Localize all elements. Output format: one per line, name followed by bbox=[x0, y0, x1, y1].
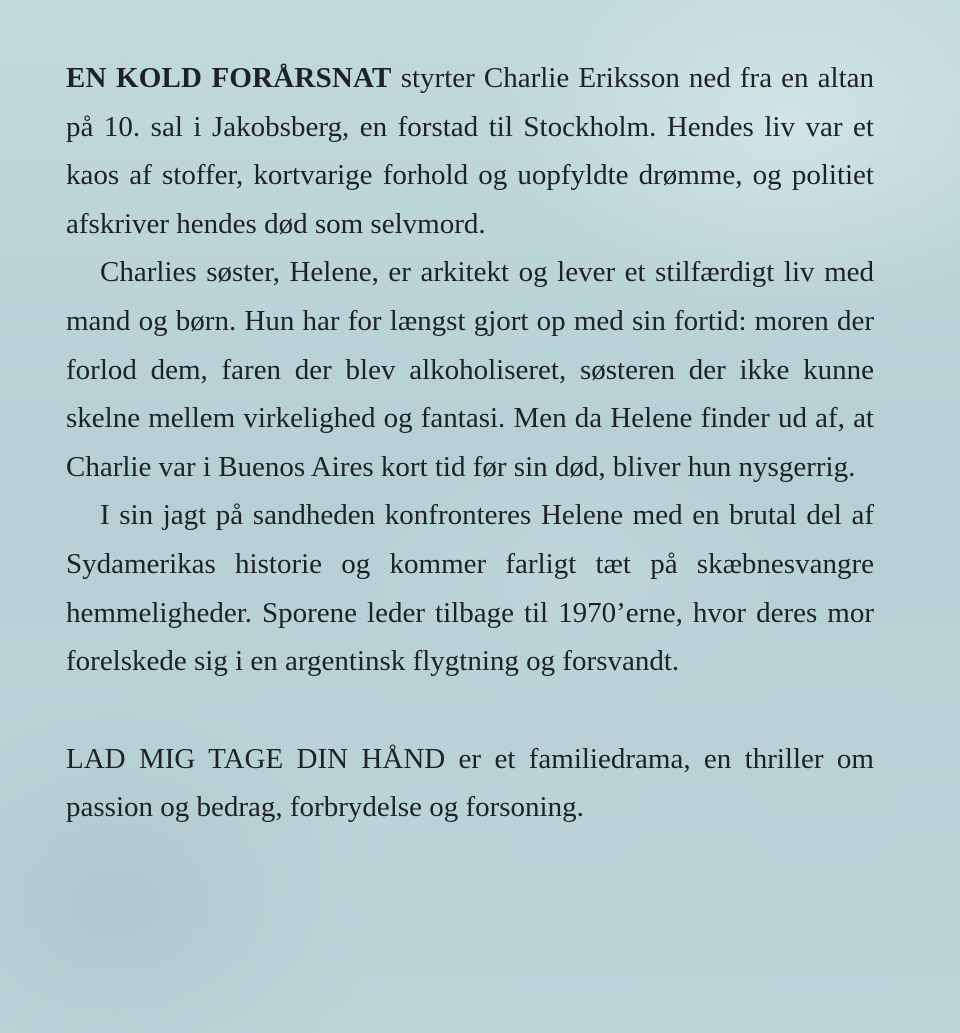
history-paragraph: I sin jagt på sandheden konfronteres Helene med en brutal del af Sydamerikas historie og kommer farligt tæt på skæbnesvangre hemmeligheder. Sporene leder tilbage til 1970’erne, hvor deres mor forelskede sig i en argentinsk flygtning og forsvandt. bbox=[66, 499, 874, 678]
title-lead: LAD MIG TAGE DIN HÅND bbox=[66, 742, 446, 775]
tagline-paragraph bbox=[66, 735, 874, 832]
intro-paragraph bbox=[66, 54, 874, 248]
intro-lead: EN KOLD FORÅRSNAT bbox=[66, 62, 392, 94]
paragraph-spacer bbox=[66, 686, 874, 735]
helene-paragraph: Charlies søster, Helene, er arkitekt og lever et stilfærdigt liv med mand og børn. Hun har for længst gjort op med sin fortid: moren der forlod dem, faren der blev alkoholiseret, søsteren der ikke kunne skelne mellem virkelighed og fantasi. Men da Helene finder ud af, at Charlie var i Buenos Aires kort tid før sin død, bliver hun nysgerrig. bbox=[66, 256, 874, 483]
intro-text: styrter Charlie Eriksson ned fra en altan på 10. sal i Jakobsberg, en forstad til Stockholm. Hendes liv var et kaos af stoffer, kortvarige forhold og uopfyldte drømme, og politiet afskriver hendes død som selvmord. bbox=[66, 62, 875, 240]
back-cover-text bbox=[66, 54, 874, 832]
tagline-text: er et familiedrama, en thriller om passion og bedrag, forbrydelse og forsoning. bbox=[66, 742, 874, 824]
